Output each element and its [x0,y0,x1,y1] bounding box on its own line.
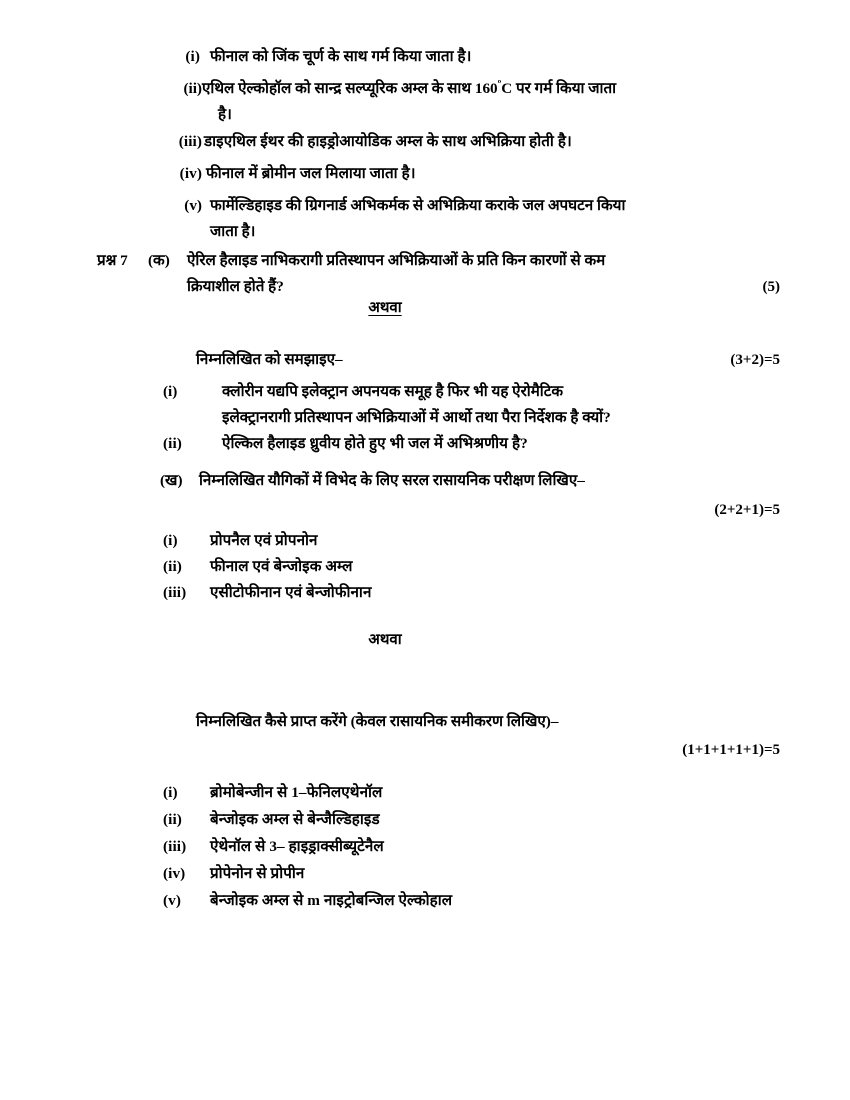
question-part-a-marker: (क) [148,252,170,269]
list-marker: (i) [163,383,178,400]
list-item-line-2: है। [218,106,232,123]
part-b-list-item [163,554,783,580]
list-marker: (iv) [179,165,202,182]
list-marker: (i) [163,532,178,549]
list-item [160,193,780,245]
list-marker: (ii) [163,558,182,575]
marks-part-a: (5) [762,279,780,295]
list-item-text: प्रोपनैल एवं प्रोपनोन [210,532,318,549]
list-item-line-1: क्लोरीन यद्यपि इलेक्ट्रान अपनयक समूह है फिर भी यह ऐरोमैटिक [222,383,564,400]
explain-list-item [163,431,783,457]
question-part-a-line-2: क्रियाशील होते हैं? [187,278,284,295]
list-marker: (ii) [163,435,182,452]
obtain-list-item [163,780,783,806]
degree-symbol: º [497,77,502,90]
obtain-list-item [163,807,783,833]
marks-explain: (3+2)=5 [730,352,780,368]
list-item-line-1 [202,76,780,102]
temperature-unit: C [501,80,513,97]
list-item-text-part-b: पर गर्म किया जाता [512,80,617,97]
explain-list-item [163,379,783,431]
list-item-text: फीनाल को जिंक चूर्ण के साथ गर्म किया जाता है। [210,48,472,65]
obtain-heading: निम्नलिखित कैसे प्राप्त करेंगे (केवल रासायनिक समीकरण लिखिए)– [196,713,559,730]
explain-heading: निम्नलिखित को समझाइए– [196,351,343,368]
list-item-text: ब्रोमोबेन्जीन से 1–फेनिलएथेनॉल [210,784,383,801]
list-marker: (v) [184,197,202,214]
list-item-text-part-a: एथिल ऐल्कोहॉल को सान्द्र सल्प्यूरिक अम्ल के साथ 160 [202,80,498,97]
or-separator-2: अथवा [368,632,402,648]
obtain-list-item [163,834,783,860]
list-item-text: एसीटोफीनान एवं बेन्जोफीनान [210,584,372,601]
list-item [160,76,780,128]
marks-part-b: (2+2+1)=5 [714,502,780,518]
part-b-list-item [163,528,783,554]
list-item [160,129,780,155]
obtain-list-item [163,888,783,914]
list-item-text: फीनाल में ब्रोमीन जल मिलाया जाता है। [206,165,416,182]
list-marker: (i) [163,784,178,801]
list-marker: (v) [163,892,182,909]
part-b-list-item [163,580,783,606]
list-marker: (iii) [178,133,202,150]
list-item-text: ऐथेनॉल से 3– हाइड्राक्सीब्यूटेनैल [210,838,384,855]
list-marker: (iii) [163,584,187,601]
obtain-list-item [163,861,783,887]
list-marker: (iv) [163,865,186,882]
list-item-line-1: फार्मेल्डिहाइड की ग्रिगनार्ड अभिकर्मक से अभिक्रिया कराके जल अपघटन किया [210,197,626,214]
question-part-b-text: निम्नलिखित यौगिकों में विभेद के लिए सरल रासायनिक परीक्षण लिखिए– [199,472,585,489]
list-item-text: बेन्जोइक अम्ल से m नाइट्रोबन्जिल ऐल्कोहाल [210,892,453,909]
question-part-a-line-1: ऐरिल हैलाइड नाभिकरागी प्रतिस्थापन अभिक्रियाओं के प्रति किन कारणों से कम [187,252,606,269]
list-item-line-2: इलेक्ट्रानरागी प्रतिस्थापन अभिक्रियाओं में आर्थो तथा पैरा निर्देशक है क्यों? [222,409,611,426]
list-item-text: बेन्जोइक अम्ल से बेन्जैल्डिहाइड [210,811,380,828]
or-separator-1: अथवा [368,300,402,316]
list-item-text: प्रोपेनोन से प्रोपीन [210,865,305,882]
marks-obtain: (1+1+1+1+1)=5 [682,742,780,758]
list-marker: (ii) [183,80,202,97]
question-part-b-marker: (ख) [160,472,183,489]
list-item-line-2: जाता है। [210,223,256,240]
list-item-text: ऐल्किल हैलाइड ध्रुवीय होते हुए भी जल में अभिश्रणीय है? [222,435,528,452]
list-item-text: फीनाल एवं बेन्जोइक अम्ल [210,558,353,575]
list-marker: (ii) [163,811,182,828]
question-number-label: प्रश्न 7 [97,252,128,269]
list-marker: (iii) [163,838,187,855]
list-item [160,161,780,187]
list-item [160,44,780,70]
list-marker: (i) [185,48,200,65]
list-item-text: डाइएथिल ईथर की हाइड्रोआयोडिक अम्ल के साथ अभिक्रिया होती है। [204,133,572,150]
